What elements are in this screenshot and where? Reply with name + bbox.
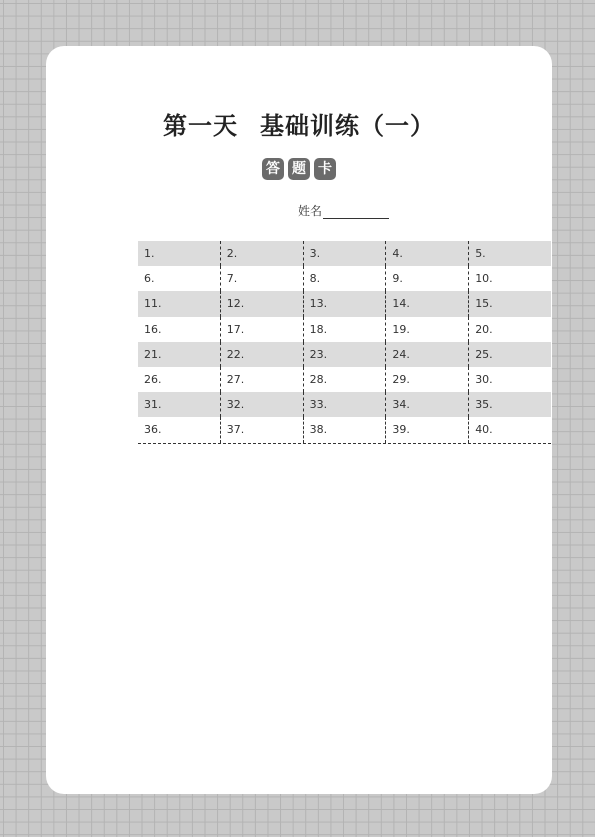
answer-cell[interactable]: 21. [144,347,162,361]
name-row [298,202,389,219]
title-topic: 基础训练（一） [260,112,435,140]
answer-cell[interactable]: 16. [144,322,162,336]
answer-cell[interactable]: 11. [144,297,162,311]
badge-ka: 卡 [314,158,336,180]
badge-ti: 题 [288,158,310,180]
answer-cell[interactable]: 37. [220,417,303,442]
answer-cell[interactable]: 35. [468,392,551,417]
answer-cell[interactable]: 18. [303,317,386,342]
badge-da: 答 [262,158,284,180]
answer-cell[interactable]: 3. [303,241,386,266]
answer-cell[interactable]: 19. [385,317,468,342]
page-title [46,110,552,142]
answer-sheet-page [46,46,552,794]
answer-cell[interactable]: 40. [468,417,551,442]
answer-cell[interactable]: 13. [303,291,386,316]
answer-cell[interactable]: 34. [385,392,468,417]
answer-row [138,392,551,417]
name-label: 姓名 [298,204,323,218]
answer-cell[interactable]: 12. [220,291,303,316]
answer-cell[interactable]: 25. [468,342,551,367]
answer-row [138,291,551,316]
answer-cell[interactable]: 29. [385,367,468,392]
answer-cell[interactable]: 28. [303,367,386,392]
answer-cell[interactable]: 36. [144,423,162,437]
answer-cell[interactable]: 31. [144,398,162,412]
answer-cell[interactable]: 17. [220,317,303,342]
answer-cell[interactable]: 32. [220,392,303,417]
answer-card-badges [46,158,552,180]
name-field[interactable] [323,205,389,219]
answer-cell[interactable]: 2. [220,241,303,266]
answer-cell[interactable]: 9. [385,266,468,291]
answer-cell[interactable]: 20. [468,317,551,342]
answer-row [138,317,551,342]
answer-cell[interactable]: 7. [220,266,303,291]
answer-row [138,342,551,367]
answer-cell[interactable]: 38. [303,417,386,442]
answer-cell[interactable]: 30. [468,367,551,392]
answer-cell[interactable]: 8. [303,266,386,291]
answer-cell[interactable]: 27. [220,367,303,392]
answer-row [138,266,551,291]
answer-cell[interactable]: 10. [468,266,551,291]
answer-row [138,367,551,392]
answer-grid [138,241,551,444]
answer-cell[interactable]: 22. [220,342,303,367]
answer-cell[interactable]: 15. [468,291,551,316]
answer-row [138,241,551,266]
answer-cell[interactable]: 1. [144,247,155,260]
answer-cell[interactable]: 39. [385,417,468,442]
answer-cell[interactable]: 26. [144,372,162,386]
answer-cell[interactable]: 23. [303,342,386,367]
answer-row [138,417,551,442]
answer-cell[interactable]: 14. [385,291,468,316]
answer-cell[interactable]: 33. [303,392,386,417]
answer-cell[interactable]: 24. [385,342,468,367]
answer-cell[interactable]: 6. [144,272,155,286]
answer-cell[interactable]: 5. [468,241,551,266]
answer-cell[interactable]: 4. [385,241,468,266]
title-day: 第一天 [163,112,238,140]
